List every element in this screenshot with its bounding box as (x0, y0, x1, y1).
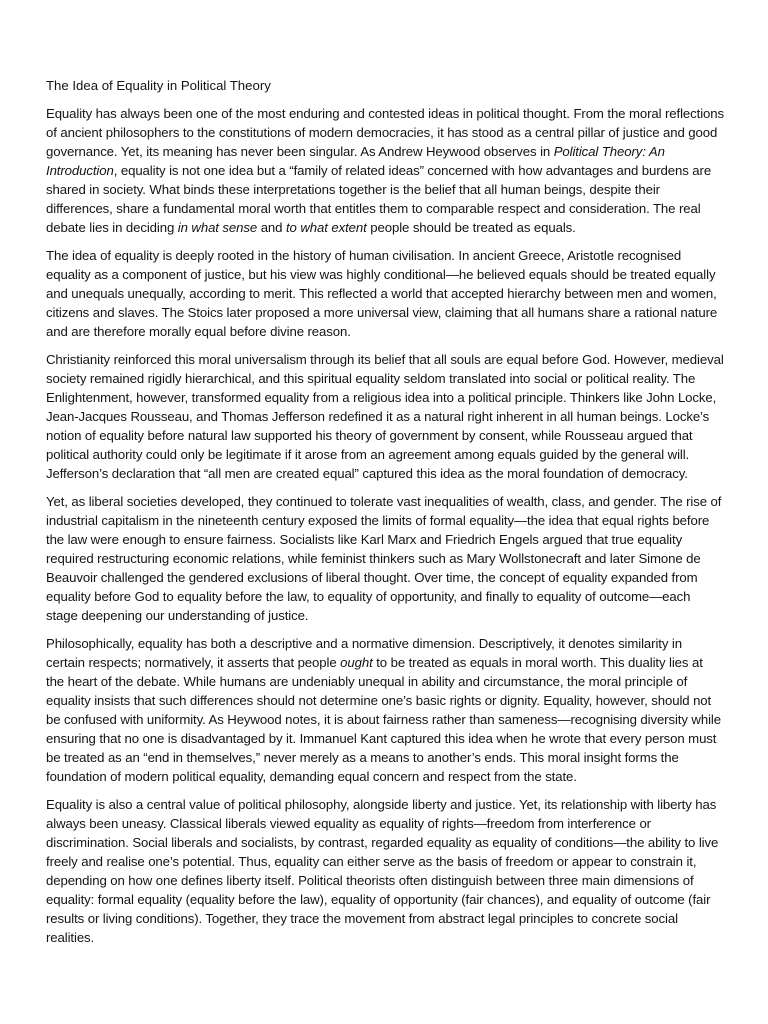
paragraph-1-run: Equality has always been one of the most enduring and contested ideas in political thought. From the moral reflections of ancient philosophers to the constitutions of modern democracies, it has stood as a central pillar of justice and good governance. Yet, its meaning has never been singular. As Andrew Heywood observes in (46, 106, 725, 159)
paragraph-5-emphasis: ought (340, 655, 373, 670)
paragraph-3-run: Christianity reinforced this moral universalism through its belief that all souls are equal before God. However, medieval society remained rigidly hierarchical, and this spiritual equality seldom translated into social or political reality. The Enlightenment, however, transformed equality from a religious idea into a political principle. Thinkers like John Locke, Jean-Jacques Rousseau, and Thomas Jefferson redefined it as a natural right inherent in all human beings. Locke’s notion of equality before natural law supported his theory of government by consent, while Rousseau argued that political authority could only be legitimate if it arose from an agreement among equals guided by the general will. Jefferson’s declaration that “all men are created equal” captured this idea as the moral foundation of democracy. (46, 352, 724, 481)
paragraph-5 (46, 634, 724, 786)
paragraph-1-emphasis: in what sense (177, 220, 258, 235)
paragraph-1-emphasis: to what extent (285, 220, 367, 235)
paragraph-3 (46, 350, 724, 483)
paragraph-1-run: people should be treated as equals. (366, 220, 576, 235)
paragraph-4-run: Yet, as liberal societies developed, they continued to tolerate vast inequalities of wealth, class, and gender. The rise of industrial capitalism in the nineteenth century exposed the limits of formal equality—the idea that equal rights before the law were enough to ensure fairness. Socialists like Karl Marx and Friedrich Engels argued that true equality required restructuring economic relations, while feminist thinkers such as Mary Wollstonecraft and later Simone de Beauvoir challenged the gendered exclusions of liberal thought. Over time, the concept of equality expanded from equality before God to equality before the law, to equality of opportunity, and finally to equality of outcome—each stage deepening our understanding of justice. (46, 494, 722, 623)
document-title: The Idea of Equality in Political Theory (46, 78, 271, 93)
paragraph-6 (46, 795, 724, 947)
paragraph-1 (46, 104, 724, 237)
paragraph-5-run: to be treated as equals in moral worth. This duality lies at the heart of the debate. While humans are undeniably unequal in ability and circumstance, the moral principle of equality insists that such differences should not determine one’s basic rights or dignity. Equality, however, should not be confused with uniformity. As Heywood notes, it is about fairness rather than sameness—recognising diversity while ensuring that no one is disadvantaged by it. Immanuel Kant captured this idea when he wrote that every person must be treated as an “end in themselves,” never merely as a means to another’s ends. This moral insight forms the foundation of modern political equality, demanding equal concern and respect from the state. (46, 655, 721, 784)
paragraph-1-run: and (257, 220, 286, 235)
paragraph-4 (46, 492, 724, 625)
paragraph-1-run: , equality is not one idea but a “family of related ideas” concerned with how advantages and burdens are shared in society. What binds these interpretations together is the belief that all human beings, despite their differences, share a fundamental moral worth that entitles them to comparable respect and consideration. The real debate lies in deciding (46, 163, 712, 235)
paragraph-6-run: Equality is also a central value of political philosophy, alongside liberty and justice. Yet, its relationship with liberty has always been uneasy. Classical liberals viewed equality as equality of rights—freedom from interference or discrimination. Social liberals and socialists, by contrast, regarded equality as equality of conditions—the ability to live freely and realise one’s potential. Thus, equality can either serve as the basis of freedom or appear to constrain it, depending on how one defines liberty itself. Political theorists often distinguish between three main dimensions of equality: formal equality (equality before the law), equality of opportunity (fair chances), and equality of outcome (fair results or living conditions). Together, they trace the movement from abstract legal principles to concrete social realities. (46, 797, 719, 945)
paragraph-1-book-title: Political Theory: An Introduction (46, 144, 665, 178)
paragraph-5-run: Philosophically, equality has both a descriptive and a normative dimension. Descriptively, it denotes similarity in certain respects; normatively, it asserts that people (46, 636, 682, 670)
paragraph-2 (46, 246, 724, 341)
paragraph-2-run: The idea of equality is deeply rooted in the history of human civilisation. In ancient Greece, Aristotle recognised equality as a component of justice, but his view was highly conditional—he believed equals should be treated equally and unequals unequally, according to merit. This reflected a world that accepted hierarchy between men and women, citizens and slaves. The Stoics later proposed a more universal view, claiming that all humans share a rational nature and are therefore morally equal before divine reason. (46, 248, 718, 339)
